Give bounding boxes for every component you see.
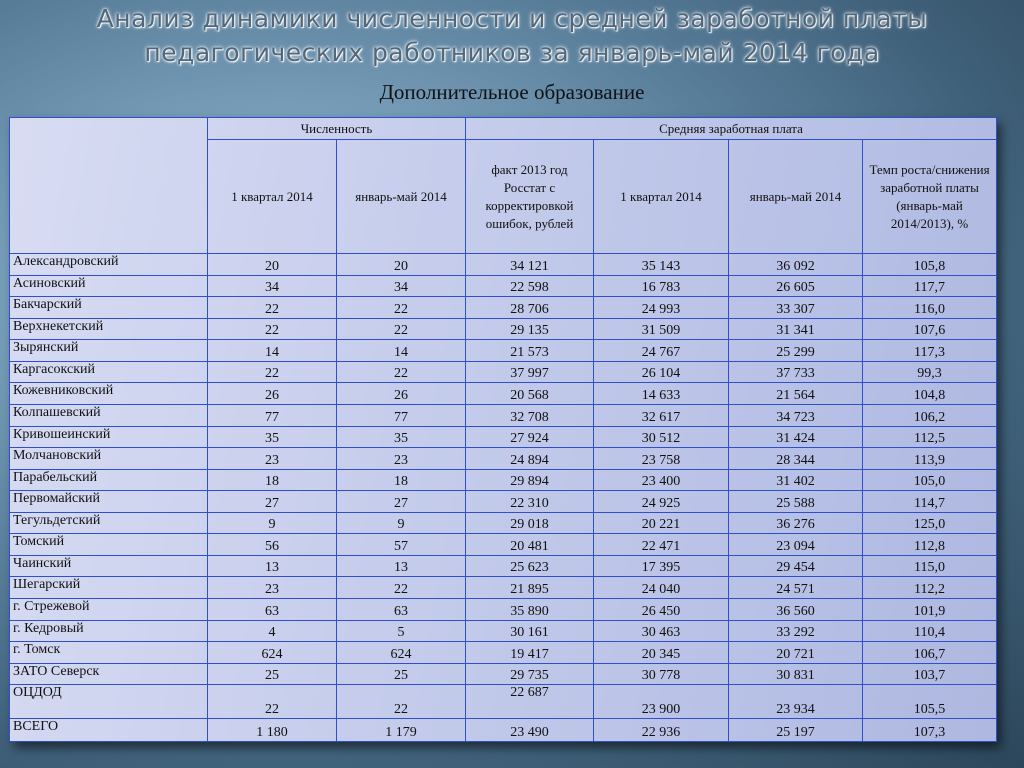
value-cell: 4 bbox=[208, 620, 337, 642]
col-header-jan-may-2014-count: январь-май 2014 bbox=[337, 140, 466, 254]
col-header-q1-2014-count: 1 квартал 2014 bbox=[208, 140, 337, 254]
table-row bbox=[10, 642, 997, 664]
value-cell: 116,0 bbox=[863, 297, 997, 319]
row-name-cell: ОЦДОД bbox=[10, 685, 208, 718]
value-cell: 1 180 bbox=[208, 718, 337, 741]
value-cell: 23 094 bbox=[729, 534, 863, 556]
value-cell: 20 568 bbox=[466, 383, 594, 405]
value-cell: 18 bbox=[337, 469, 466, 491]
table-row bbox=[10, 361, 997, 383]
row-name-cell: Колпашевский bbox=[10, 404, 208, 426]
row-name-cell: ЗАТО Северск bbox=[10, 663, 208, 685]
value-cell: 21 564 bbox=[729, 383, 863, 405]
value-cell: 22 936 bbox=[594, 718, 729, 741]
value-cell: 30 161 bbox=[466, 620, 594, 642]
value-cell: 112,8 bbox=[863, 534, 997, 556]
salary-analysis-table bbox=[9, 117, 997, 742]
value-cell: 25 bbox=[337, 663, 466, 685]
value-cell: 24 571 bbox=[729, 577, 863, 599]
value-cell: 25 588 bbox=[729, 491, 863, 513]
value-cell: 26 bbox=[337, 383, 466, 405]
value-cell: 28 344 bbox=[729, 448, 863, 470]
value-cell: 35 bbox=[337, 426, 466, 448]
value-cell: 22 bbox=[337, 361, 466, 383]
row-name-cell: ВСЕГО bbox=[10, 718, 208, 741]
value-cell: 23 758 bbox=[594, 448, 729, 470]
table-row bbox=[10, 318, 997, 340]
value-cell: 106,2 bbox=[863, 404, 997, 426]
table-row bbox=[10, 404, 997, 426]
value-cell: 106,7 bbox=[863, 642, 997, 664]
table-row bbox=[10, 577, 997, 599]
value-cell: 20 bbox=[208, 254, 337, 276]
value-cell: 20 481 bbox=[466, 534, 594, 556]
value-cell: 25 bbox=[208, 663, 337, 685]
value-cell: 33 292 bbox=[729, 620, 863, 642]
value-cell: 25 299 bbox=[729, 340, 863, 362]
value-cell: 125,0 bbox=[863, 512, 997, 534]
value-cell: 25 197 bbox=[729, 718, 863, 741]
value-cell: 27 bbox=[337, 491, 466, 513]
value-cell: 22 471 bbox=[594, 534, 729, 556]
value-cell: 22 bbox=[337, 685, 466, 718]
col-header-q1-2014-salary: 1 квартал 2014 bbox=[594, 140, 729, 254]
row-name-cell: Кожевниковский bbox=[10, 383, 208, 405]
value-cell: 22 bbox=[208, 361, 337, 383]
value-cell: 63 bbox=[208, 599, 337, 621]
value-cell: 22 598 bbox=[466, 275, 594, 297]
value-cell: 115,0 bbox=[863, 555, 997, 577]
value-cell: 22 bbox=[208, 685, 337, 718]
value-cell: 21 573 bbox=[466, 340, 594, 362]
row-name-cell: Асиновский bbox=[10, 275, 208, 297]
value-cell: 32 708 bbox=[466, 404, 594, 426]
value-cell: 105,8 bbox=[863, 254, 997, 276]
table-row bbox=[10, 254, 997, 276]
value-cell: 107,6 bbox=[863, 318, 997, 340]
value-cell: 31 341 bbox=[729, 318, 863, 340]
row-name-cell: Зырянский bbox=[10, 340, 208, 362]
value-cell: 36 560 bbox=[729, 599, 863, 621]
value-cell: 36 276 bbox=[729, 512, 863, 534]
value-cell: 35 890 bbox=[466, 599, 594, 621]
value-cell: 23 bbox=[208, 448, 337, 470]
value-cell: 25 623 bbox=[466, 555, 594, 577]
row-name-cell: Шегарский bbox=[10, 577, 208, 599]
value-cell: 30 463 bbox=[594, 620, 729, 642]
value-cell: 22 310 bbox=[466, 491, 594, 513]
headcount-group-header: Численность bbox=[208, 118, 466, 140]
table-row bbox=[10, 383, 997, 405]
value-cell: 22 bbox=[337, 318, 466, 340]
value-cell: 30 778 bbox=[594, 663, 729, 685]
value-cell: 16 783 bbox=[594, 275, 729, 297]
table-body bbox=[10, 254, 997, 742]
value-cell: 22 687 bbox=[466, 685, 594, 718]
value-cell: 14 bbox=[337, 340, 466, 362]
value-cell: 110,4 bbox=[863, 620, 997, 642]
value-cell: 107,3 bbox=[863, 718, 997, 741]
table-row bbox=[10, 448, 997, 470]
row-name-cell: Чаинский bbox=[10, 555, 208, 577]
table-row bbox=[10, 275, 997, 297]
slide-subtitle: Дополнительное образование bbox=[379, 80, 645, 104]
value-cell: 24 767 bbox=[594, 340, 729, 362]
value-cell: 29 018 bbox=[466, 512, 594, 534]
value-cell: 22 bbox=[337, 297, 466, 319]
value-cell: 26 605 bbox=[729, 275, 863, 297]
value-cell: 20 bbox=[337, 254, 466, 276]
row-name-cell: г. Стрежевой bbox=[10, 599, 208, 621]
value-cell: 29 454 bbox=[729, 555, 863, 577]
value-cell: 19 417 bbox=[466, 642, 594, 664]
table-total-row bbox=[10, 718, 997, 741]
value-cell: 35 143 bbox=[594, 254, 729, 276]
value-cell: 36 092 bbox=[729, 254, 863, 276]
row-name-cell: Каргасокский bbox=[10, 361, 208, 383]
slide-title bbox=[40, 2, 984, 70]
value-cell: 112,5 bbox=[863, 426, 997, 448]
row-name-cell: г. Томск bbox=[10, 642, 208, 664]
value-cell: 112,2 bbox=[863, 577, 997, 599]
value-cell: 1 179 bbox=[337, 718, 466, 741]
value-cell: 27 bbox=[208, 491, 337, 513]
value-cell: 113,9 bbox=[863, 448, 997, 470]
corner-header-cell bbox=[10, 118, 208, 254]
value-cell: 105,5 bbox=[863, 685, 997, 718]
value-cell: 9 bbox=[208, 512, 337, 534]
value-cell: 34 121 bbox=[466, 254, 594, 276]
value-cell: 24 993 bbox=[594, 297, 729, 319]
value-cell: 26 450 bbox=[594, 599, 729, 621]
value-cell: 14 bbox=[208, 340, 337, 362]
value-cell: 103,7 bbox=[863, 663, 997, 685]
value-cell: 17 395 bbox=[594, 555, 729, 577]
value-cell: 63 bbox=[337, 599, 466, 621]
value-cell: 14 633 bbox=[594, 383, 729, 405]
value-cell: 13 bbox=[208, 555, 337, 577]
value-cell: 22 bbox=[208, 318, 337, 340]
row-name-cell: Бакчарский bbox=[10, 297, 208, 319]
col-header-jan-may-2014-salary: январь-май 2014 bbox=[729, 140, 863, 254]
row-name-cell: г. Кедровый bbox=[10, 620, 208, 642]
row-name-cell: Александровский bbox=[10, 254, 208, 276]
value-cell: 24 894 bbox=[466, 448, 594, 470]
avg-salary-group-header: Средняя заработная плата bbox=[466, 118, 997, 140]
value-cell: 117,7 bbox=[863, 275, 997, 297]
value-cell: 23 bbox=[337, 448, 466, 470]
row-name-cell: Парабельский bbox=[10, 469, 208, 491]
value-cell: 34 bbox=[208, 275, 337, 297]
value-cell: 5 bbox=[337, 620, 466, 642]
value-cell: 31 402 bbox=[729, 469, 863, 491]
table-row bbox=[10, 555, 997, 577]
table-row bbox=[10, 340, 997, 362]
value-cell: 20 221 bbox=[594, 512, 729, 534]
table-row bbox=[10, 599, 997, 621]
value-cell: 18 bbox=[208, 469, 337, 491]
value-cell: 31 424 bbox=[729, 426, 863, 448]
slide-title-line2: педагогических работников за январь-май 2014 года bbox=[144, 38, 880, 67]
value-cell: 37 997 bbox=[466, 361, 594, 383]
value-cell: 34 bbox=[337, 275, 466, 297]
value-cell: 13 bbox=[337, 555, 466, 577]
value-cell: 624 bbox=[208, 642, 337, 664]
value-cell: 57 bbox=[337, 534, 466, 556]
value-cell: 20 345 bbox=[594, 642, 729, 664]
row-name-cell: Кривошеинский bbox=[10, 426, 208, 448]
value-cell: 29 894 bbox=[466, 469, 594, 491]
value-cell: 20 721 bbox=[729, 642, 863, 664]
value-cell: 34 723 bbox=[729, 404, 863, 426]
table-row bbox=[10, 620, 997, 642]
table-row bbox=[10, 469, 997, 491]
value-cell: 29 135 bbox=[466, 318, 594, 340]
value-cell: 30 512 bbox=[594, 426, 729, 448]
value-cell: 29 735 bbox=[466, 663, 594, 685]
value-cell: 77 bbox=[208, 404, 337, 426]
table-row bbox=[10, 297, 997, 319]
value-cell: 26 bbox=[208, 383, 337, 405]
value-cell: 33 307 bbox=[729, 297, 863, 319]
value-cell: 117,3 bbox=[863, 340, 997, 362]
slide-title-line1: Анализ динамики численности и средней заработной платы bbox=[96, 4, 928, 33]
table-row bbox=[10, 663, 997, 685]
value-cell: 77 bbox=[337, 404, 466, 426]
value-cell: 35 bbox=[208, 426, 337, 448]
table-row bbox=[10, 512, 997, 534]
value-cell: 23 934 bbox=[729, 685, 863, 718]
row-name-cell: Первомайский bbox=[10, 491, 208, 513]
value-cell: 32 617 bbox=[594, 404, 729, 426]
value-cell: 30 831 bbox=[729, 663, 863, 685]
table-row bbox=[10, 426, 997, 448]
value-cell: 99,3 bbox=[863, 361, 997, 383]
row-name-cell: Верхнекетский bbox=[10, 318, 208, 340]
table-row bbox=[10, 685, 997, 718]
row-name-cell: Томский bbox=[10, 534, 208, 556]
value-cell: 23 900 bbox=[594, 685, 729, 718]
value-cell: 114,7 bbox=[863, 491, 997, 513]
value-cell: 22 bbox=[337, 577, 466, 599]
row-name-cell: Молчановский bbox=[10, 448, 208, 470]
value-cell: 27 924 bbox=[466, 426, 594, 448]
value-cell: 24 040 bbox=[594, 577, 729, 599]
data-table-container bbox=[9, 117, 996, 742]
value-cell: 28 706 bbox=[466, 297, 594, 319]
value-cell: 624 bbox=[337, 642, 466, 664]
col-header-growth-rate: Темп роста/снижения заработной платы (январь-май 2014/2013), % bbox=[863, 140, 997, 254]
value-cell: 22 bbox=[208, 297, 337, 319]
value-cell: 101,9 bbox=[863, 599, 997, 621]
value-cell: 26 104 bbox=[594, 361, 729, 383]
value-cell: 23 bbox=[208, 577, 337, 599]
value-cell: 23 400 bbox=[594, 469, 729, 491]
row-name-cell: Тегульдетский bbox=[10, 512, 208, 534]
value-cell: 9 bbox=[337, 512, 466, 534]
value-cell: 104,8 bbox=[863, 383, 997, 405]
value-cell: 37 733 bbox=[729, 361, 863, 383]
value-cell: 24 925 bbox=[594, 491, 729, 513]
value-cell: 105,0 bbox=[863, 469, 997, 491]
table-row bbox=[10, 491, 997, 513]
col-header-fact-2013: факт 2013 год Росстат с корректировкой ошибок, рублей bbox=[466, 140, 594, 254]
value-cell: 56 bbox=[208, 534, 337, 556]
value-cell: 21 895 bbox=[466, 577, 594, 599]
value-cell: 23 490 bbox=[466, 718, 594, 741]
table-row bbox=[10, 534, 997, 556]
value-cell: 31 509 bbox=[594, 318, 729, 340]
